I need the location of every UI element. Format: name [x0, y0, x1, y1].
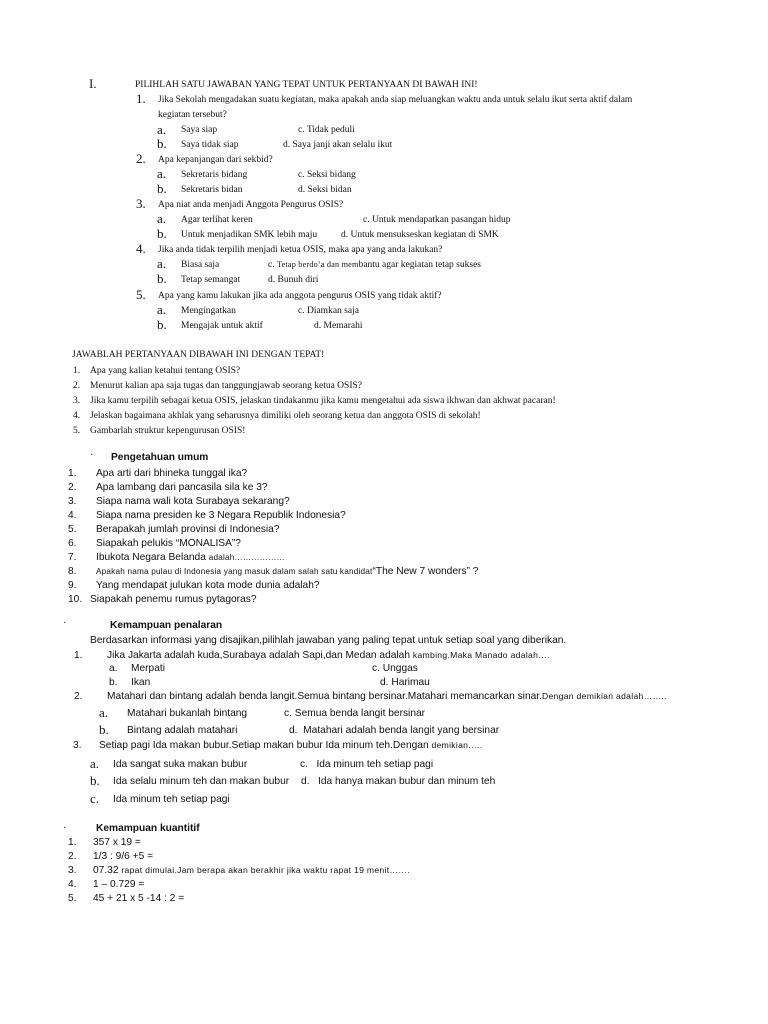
item-number: 1. [68, 837, 77, 848]
option-label: c. [90, 791, 100, 806]
option-label: a. [157, 256, 167, 271]
option-text: Ikan [131, 677, 151, 688]
item-number: 1. [68, 468, 77, 479]
question-text-continued: kegiatan tersebut? [158, 110, 227, 120]
option-label: b. [157, 271, 167, 286]
option-text: c. Seksi bidang [298, 170, 356, 180]
bullet: · [63, 822, 67, 833]
option-text: Agar terlihat keren [181, 215, 253, 225]
item-text: Berapakah jumlah provinsi di Indonesia? [96, 524, 280, 535]
option-label: b. [157, 181, 167, 196]
bullet: · [90, 449, 94, 460]
question-text: Setiap pagi Ida makan bubur.Setiap makan bubur Ida minum teh.Dengan demikian.…. [99, 740, 483, 751]
item-text: Jika kamu terpilih sebagai ketua OSIS, jelaskan tindakanmu jika kamu mengetahui ada siswa ikhwan dan akhwat pacaran! [90, 396, 556, 406]
option-text: d. Ida hanya makan bubur dan minum teh [301, 776, 496, 787]
item-text: 357 x 19 = [93, 837, 141, 848]
option-text: Tetap semangat [181, 275, 241, 285]
item-text: Apakah nama pulau di Indonesia yang masuk dalam salah satu kandidat“The New 7 wonders” ? [96, 566, 479, 577]
item-number: 9. [68, 580, 77, 591]
option-text: c. Semua benda langit bersinar [284, 708, 426, 719]
option-label: b. [157, 317, 167, 332]
item-text: Apa arti dari bhineka tunggal ika? [96, 468, 248, 479]
section-heading: Pengetahuan umum [111, 452, 209, 463]
section-heading: PILIHLAH SATU JAWABAN YANG TEPAT UNTUK PERTANYAAN DI BAWAH INI! [135, 80, 478, 90]
item-text: Siapa nama wali kota Surabaya sekarang? [96, 496, 290, 507]
section-heading: Kemampuan penalaran [110, 620, 223, 631]
bullet: · [63, 617, 67, 628]
question-number: 3. [136, 196, 146, 211]
option-text: c. Ida minum teh setiap pagi [300, 759, 434, 770]
option-text: Merpati [131, 663, 165, 674]
option-text: Ida minum teh setiap pagi [113, 794, 230, 805]
question-number: 2. [74, 691, 83, 702]
option-text: Sekretaris bidan [181, 185, 243, 195]
option-text: d. Matahari adalah benda langit yang bersinar [289, 725, 500, 736]
option-label: b. [157, 226, 167, 241]
section-heading: Kemampuan kuantitif [96, 823, 200, 834]
option-text: Saya tidak siap [181, 140, 239, 150]
question-text: Jika anda tidak terpilih menjadi ketua OSIS, maka apa yang anda lakukan? [158, 245, 443, 255]
item-number: 2. [73, 381, 81, 391]
option-text: c. Diamkan saja [298, 306, 359, 316]
item-text: 45 + 21 x 5 -14 : 2 = [93, 893, 185, 904]
item-number: 5. [68, 524, 77, 535]
option-text: d. Seksi bidan [298, 185, 352, 195]
item-number: 4. [73, 411, 81, 421]
question-number: 4. [136, 241, 146, 256]
option-text: c. Tetap berdo’a dan membantu agar kegiatan tetap sukses [268, 260, 481, 270]
question-number: 1. [136, 91, 146, 106]
item-number: 8. [68, 566, 77, 577]
option-text: Mengingatkan [181, 306, 236, 316]
item-number: 3. [68, 865, 77, 876]
option-label: b. [109, 677, 118, 688]
item-text: Apa lambang dari pancasila sila ke 3? [96, 482, 268, 493]
option-text: Matahari bukanlah bintang [127, 708, 248, 719]
item-number: 5. [68, 893, 77, 904]
item-text: Ibukota Negara Belanda adalah……………… [96, 552, 285, 563]
option-label: b. [157, 136, 167, 151]
question-text: Apa yang kamu lakukan jika ada anggota pengurus OSIS yang tidak aktif? [158, 291, 442, 301]
item-number: 3. [68, 496, 77, 507]
item-number: 1. [73, 366, 81, 376]
option-text: Bintang adalah matahari [127, 725, 238, 736]
item-text: 07.32 rapat dimulai.Jam berapa akan berakhir jika waktu rapat 19 menit……. [93, 865, 410, 876]
question-text: Jika Jakarta adalah kuda,Surabaya adalah Sapi,dan Medan adalah kambing.Maka Manado adalah…. [107, 650, 550, 661]
item-text: Siapakah pelukis “MONALISA”? [96, 538, 241, 549]
question-text: Matahari dan bintang adalah benda langit.Semua bintang bersinar.Matahari memancarkan sinar.Dengan demikian adalah…….. [107, 691, 667, 702]
option-label: a. [90, 756, 100, 771]
item-number: 4. [68, 510, 77, 521]
item-text: Siapa nama presiden ke 3 Negara Republik Indonesia? [96, 510, 346, 521]
option-text: Sekretaris bidang [181, 170, 248, 180]
question-number: 3. [73, 740, 82, 751]
option-text: Saya siap [181, 125, 218, 135]
question-number: 1. [74, 650, 83, 661]
option-text: Ida selalu minum teh dan makan bubur [113, 776, 290, 787]
option-text: Mengajak untuk aktif [181, 321, 263, 331]
item-text: Yang mendapat julukan kota mode dunia adalah? [96, 580, 320, 591]
item-number: 7. [68, 552, 77, 563]
section-heading: JAWABLAH PERTANYAAN DIBAWAH INI DENGAN TEPAT! [72, 350, 325, 360]
item-number: 6. [68, 538, 77, 549]
option-label: a. [157, 122, 167, 137]
option-text: c. Unggas [372, 663, 418, 674]
item-number: 10. [68, 594, 83, 605]
item-text: Jelaskan bagaimana akhlak yang seharusnya dimiliki oleh seorang ketua dan anggota OSIS di sekolah! [90, 411, 481, 421]
option-text: d. Saya janji akan selalu ikut [283, 140, 393, 150]
question-text: Jika Sekolah mengadakan suatu kegiatan, maka apakah anda siap meluangkan waktu anda untuk selalu ikut serta aktif dalam [158, 95, 633, 105]
item-text: Gambarlah struktur kepengurusan OSIS! [90, 426, 246, 436]
question-number: 5. [136, 287, 146, 302]
option-label: a. [157, 166, 167, 181]
option-text: c. Tidak peduli [298, 125, 355, 135]
question-number: 2. [136, 151, 146, 166]
option-label: a. [157, 211, 167, 226]
item-number: 2. [68, 482, 77, 493]
item-number: 5. [73, 426, 81, 436]
option-text: d. Memarahi [314, 321, 363, 331]
item-text: Apa yang kalian ketahui tentang OSIS? [90, 366, 241, 376]
option-text: d. Untuk mensukseskan kegiatan di SMK [341, 230, 499, 240]
item-text: 1/3 : 9/6 +5 = [93, 851, 154, 862]
option-text: Ida sangat suka makan bubur [113, 759, 248, 770]
section-intro: Berdasarkan informasi yang disajikan,pilihlah jawaban yang paling tepat untuk setiap soal yang diberikan. [90, 635, 567, 646]
option-label: a. [157, 302, 167, 317]
question-text: Apa kepanjangan dari sekbid? [158, 155, 273, 165]
option-text: d. Bunuh diri [268, 275, 319, 285]
option-text: c. Untuk mendapatkan pasangan hidup [363, 215, 511, 225]
option-label: a. [99, 705, 109, 720]
item-number: 3. [73, 396, 81, 406]
question-text: Apa niat anda menjadi Anggota Pengurus OSIS? [158, 200, 344, 210]
option-label: b. [99, 722, 109, 737]
item-text: Siapakah penemu rumus pytagoras? [90, 594, 257, 605]
item-number: 4. [68, 879, 77, 890]
option-text: d. Harimau [380, 677, 430, 688]
item-text: 1 – 0.729 = [93, 879, 145, 890]
item-text: Menurut kalian apa saja tugas dan tanggungjawab seorang ketua OSIS? [90, 381, 362, 391]
option-text: Untuk menjadikan SMK lebih maju [181, 230, 318, 240]
item-number: 2. [68, 851, 77, 862]
roman-numeral: I. [89, 76, 97, 91]
option-text: Biasa saja [181, 260, 220, 270]
option-label: a. [109, 663, 118, 674]
option-label: b. [90, 773, 100, 788]
